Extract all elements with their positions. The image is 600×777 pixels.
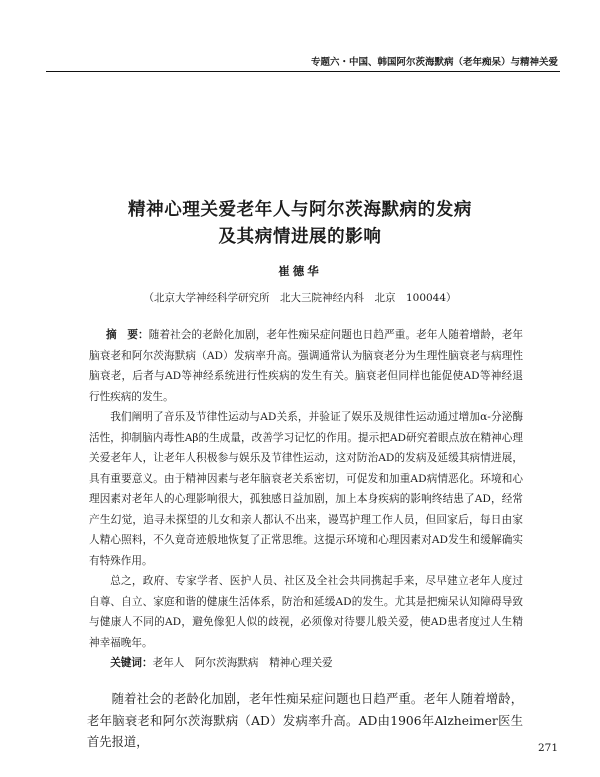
abstract-text-1: 随着社会的老龄化加剧，老年性痴呆症问题也日趋严重。老年人随着增龄，老年脑衰老和阿尔茨海默病（AD）发病率升高。强调通常认为脑衰老分为生理性脑衰老与病理性脑衰老，后者与AD等神经系统进行性疾病的发生有关。脑衰老但同样也能促使AD等神经退行性疾病的发生。 [89,329,524,403]
abstract-label: 摘 要： [105,329,149,341]
abstract-paragraph-2: 我们阐明了音乐及节律性运动与AD关系，并验证了娱乐及规律性运动通过增加α-分泌酶活性，抑制脑内毒性Aβ的生成量，改善学习记忆的作用。提示把AD研究着眼点放在精神心理关爱老年人，让老年人积极参与娱乐及节律性运动，这对防治AD的发病及延缓其病情进展，具有重要意义。由于精神因素与老年脑衰老关系密切，可促发和加重AD病情恶化。环境和心理因素对老年人的心理影响很大，孤独感日益加剧，加上本身疾病的影响终结患了AD，经常产生幻觉，追寻未探望的儿女和亲人都认不出来，谩骂护理工作人员，但回家后，每日由家人精心照料，不久竟奇迹般地恢复了正常思维。这提示环境和心理因素对AD发生和缓解确实有特殊作用。 [89,411,523,567]
abstract [89,325,523,674]
article-title-line-1: 精神心理关爱老年人与阿尔茨海默病的发病 [128,200,472,220]
keywords [89,653,523,674]
header-rule [46,71,560,72]
author-affiliation: （北京大学神经科学研究所 北大三院神经内科 北京 100044） [143,292,457,304]
abstract-paragraph-3: 总之，政府、专家学者、医护人员、社区及全社会共同携起手来，尽早建立老年人度过自尊、自立、家庭和谐的健康生活体系，防治和延缓AD的发生。尤其是把痴呆认知障碍导致与健康人不同的AD，避免像犯人似的歧视，必须像对待婴儿般关爱，使AD患者度过人生精神幸福晚年。 [89,575,523,649]
author-name: 崔德华 [278,264,322,278]
running-header: 专题六・中国、韩国阿尔茨海默病（老年痴呆）与精神关爱 [310,57,558,68]
keywords-text: 老年人 阿尔茨海默病 精神心理关爱 [152,657,333,669]
body-paragraph-1: 随着社会的老龄化加剧，老年性痴呆症问题也日趋严重。老年人随着增龄，老年脑衰老和阿尔茨海默病（AD）发病率升高。AD由1906年Alzheimer医生首先报道， [87,692,523,749]
abstract-paragraph-1 [89,325,523,407]
keywords-label: 关键词： [110,657,153,669]
article-title-line-2: 及其病情进展的影响 [218,227,382,247]
page-number: 271 [537,742,558,754]
body-text [87,689,523,754]
